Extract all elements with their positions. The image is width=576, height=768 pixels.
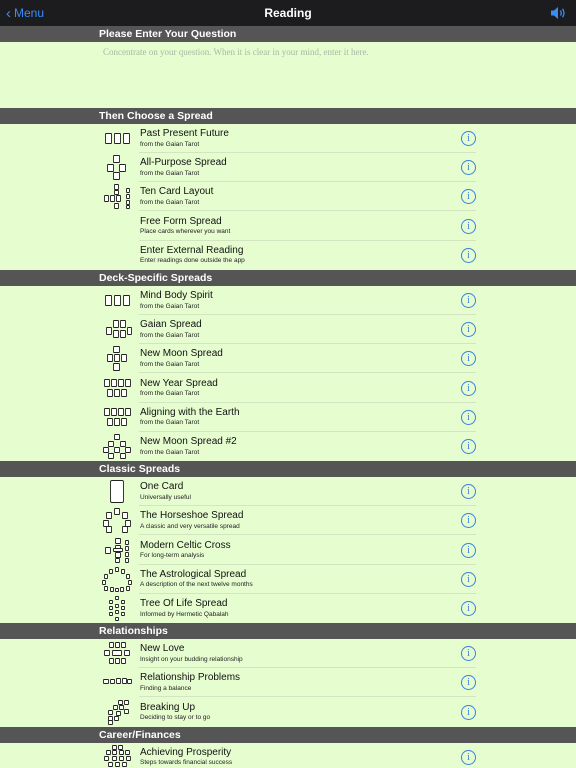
astrological-spread-icon [102,567,132,592]
tree-of-life-icon [102,596,132,621]
info-icon[interactable]: i [461,750,476,765]
spread-subtitle: from the Gaian Tarot [140,360,200,368]
spread-row[interactable] [0,403,576,432]
back-button-label: Menu [14,6,45,20]
info-icon[interactable]: i [461,293,476,308]
spread-title: All-Purpose Spread [140,157,227,169]
info-icon[interactable]: i [461,351,476,366]
speaker-icon[interactable] [550,5,566,21]
spread-row[interactable] [0,477,576,506]
question-placeholder: Concentrate on your question. When it is clear in your mind, enter it here. [103,47,369,57]
section-header: Then Choose a Spread [0,108,576,124]
spread-subtitle: from the Gaian Tarot [140,302,200,310]
info-icon[interactable]: i [461,131,476,146]
spread-subtitle: Enter readings done outside the app [140,257,245,265]
three-cards-row-icon [102,288,132,313]
spread-row[interactable] [0,536,576,565]
spread-row[interactable] [0,286,576,315]
gaian-spread-icon [102,317,132,342]
spread-row[interactable] [0,212,576,241]
spread-row[interactable] [0,315,576,344]
spread-row[interactable] [0,594,576,623]
info-icon[interactable]: i [461,543,476,558]
spread-title: New Love [140,643,185,655]
ten-card-icon [102,184,132,209]
new-moon-spread-icon [102,346,132,371]
spread-subtitle: For long-term analysis [140,552,205,560]
section-header: Deck-Specific Spreads [0,270,576,286]
relationship-problems-icon [102,670,132,695]
spread-subtitle: from the Gaian Tarot [140,140,200,148]
spread-row[interactable] [0,639,576,668]
info-icon[interactable]: i [461,410,476,425]
spread-title: Tree Of Life Spread [140,598,228,609]
spread-title: Free Form Spread [140,215,222,227]
info-icon[interactable]: i [461,513,476,528]
spread-subtitle: Insight on your budding relationship [140,655,243,663]
spread-subtitle: Finding a balance [140,684,192,692]
spread-title: Modern Celtic Cross [140,539,231,551]
spread-subtitle: Universally useful [140,493,191,501]
spread-row[interactable] [0,506,576,535]
spread-title: The Horseshoe Spread [140,510,244,522]
horseshoe-spread-icon [102,508,132,533]
info-icon[interactable]: i [461,189,476,204]
spread-subtitle: from the Gaian Tarot [140,419,200,427]
info-icon[interactable]: i [461,160,476,175]
info-icon[interactable]: i [461,322,476,337]
spread-title: One Card [140,481,184,493]
info-icon[interactable]: i [461,439,476,454]
breaking-up-icon [102,700,132,725]
spread-row[interactable] [0,668,576,697]
spread-subtitle: Steps towards financial success [140,759,233,767]
spread-title: New Year Spread [140,377,218,389]
chevron-left-icon: ‹ [6,4,11,22]
spread-subtitle: Informed by Hermetic Qabalah [140,610,229,618]
spread-subtitle: Place cards wherever you want [140,228,231,236]
spread-title: Mind Body Spirit [140,290,213,301]
aligning-earth-icon [102,405,132,430]
new-moon-spread-2-icon [102,434,132,459]
spread-subtitle: from the Gaian Tarot [140,198,200,206]
info-icon[interactable]: i [461,705,476,720]
spread-row[interactable] [0,565,576,594]
info-icon[interactable]: i [461,248,476,263]
question-input[interactable] [0,42,576,108]
info-icon[interactable]: i [461,601,476,616]
spread-title: New Moon Spread #2 [140,436,237,447]
spread-subtitle: from the Gaian Tarot [140,390,200,398]
spread-title: Enter External Reading [140,244,244,256]
info-icon[interactable]: i [461,484,476,499]
spread-subtitle: A classic and very versatile spread [140,522,240,530]
info-icon[interactable]: i [461,572,476,587]
spread-subtitle: from the Gaian Tarot [140,448,200,456]
celtic-cross-icon [102,538,132,563]
spread-title: Relationship Problems [140,672,241,684]
three-cards-row-icon [102,126,132,151]
spread-row[interactable] [0,344,576,373]
prosperity-icon [102,745,132,768]
info-icon[interactable]: i [461,219,476,234]
spread-row[interactable] [0,743,576,768]
spread-subtitle: from the Gaian Tarot [140,169,200,177]
section-header: Classic Spreads [0,461,576,477]
section-header: Relationships [0,623,576,639]
navigation-bar [0,0,576,26]
question-section-header: Please Enter Your Question [0,26,576,42]
spread-row[interactable] [0,698,576,727]
spread-title: New Moon Spread [140,348,223,360]
info-icon[interactable]: i [461,381,476,396]
section-header: Career/Finances [0,727,576,743]
spread-subtitle: Deciding to stay or to go [140,714,211,722]
spread-row[interactable] [0,182,576,211]
spread-subtitle: from the Gaian Tarot [140,331,200,339]
info-icon[interactable]: i [461,646,476,661]
spread-title: Ten Card Layout [140,186,214,198]
spread-row[interactable] [0,241,576,270]
spread-title: Gaian Spread [140,319,202,331]
spread-row[interactable] [0,124,576,153]
spread-row[interactable] [0,374,576,403]
spread-row[interactable] [0,432,576,461]
spread-row[interactable] [0,153,576,182]
new-year-spread-icon [102,376,132,401]
cross-spread-icon [102,155,132,180]
spread-title: Aligning with the Earth [140,406,240,418]
spread-title: Breaking Up [140,701,196,713]
spread-subtitle: A description of the next twelve months [140,581,253,589]
spread-title: Achieving Prosperity [140,746,232,758]
new-love-icon [102,641,132,666]
page-title: Reading [264,6,312,20]
spread-title: The Astrological Spread [140,568,247,580]
one-card-icon [102,479,132,504]
spread-title: Past Present Future [140,128,229,139]
info-icon[interactable]: i [461,675,476,690]
